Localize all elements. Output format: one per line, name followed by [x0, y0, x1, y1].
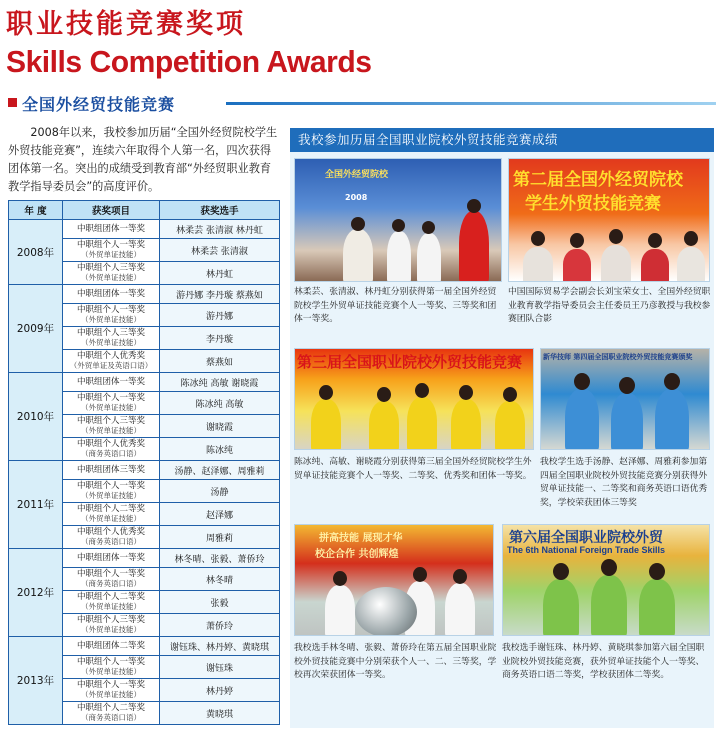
year-cell: 2011年	[9, 461, 63, 549]
person-figure	[655, 389, 689, 450]
person-figure	[311, 399, 341, 450]
person-figure	[495, 401, 525, 450]
award-item	[63, 679, 160, 702]
award-item	[63, 656, 160, 679]
award-winners: 林丹婷	[160, 679, 280, 702]
person-head	[649, 563, 665, 580]
person-head	[531, 231, 545, 246]
award-winners: 周雅莉	[160, 526, 280, 549]
award-winners: 谢钰珠	[160, 656, 280, 679]
award-item	[63, 568, 160, 591]
photo-banner-text: 第六届全国职业院校外贸	[509, 530, 663, 546]
award-name: 中职组个人二等奖	[76, 504, 145, 514]
header-year: 年 度	[9, 201, 63, 220]
section-divider	[226, 102, 716, 105]
award-name: 中职组个人一等奖	[76, 481, 145, 491]
photo-fourth-competition	[540, 348, 710, 450]
person-head	[664, 373, 680, 390]
person-head	[453, 569, 467, 584]
award-category: （商务英语口语）	[81, 579, 141, 588]
award-name: 中职组个人优秀奖	[76, 351, 145, 361]
award-item	[63, 327, 160, 350]
award-winners: 李丹璇	[160, 327, 280, 350]
award-name: 中职组个人一等奖	[76, 240, 145, 250]
person-figure	[451, 399, 481, 450]
award-winners: 陈冰纯	[160, 438, 280, 461]
award-item	[63, 591, 160, 614]
photo-caption: 我校选手谢钰珠、林丹婷、黄晓琪参加第六届全国职业院校外贸技能竞赛，获外贸单证技能个人一等奖、商务英语口语二等奖，学校获团体二等奖。	[502, 643, 705, 680]
award-winners: 汤静、赵泽娜、周雅莉	[160, 461, 280, 480]
person-figure	[591, 575, 627, 636]
photo-banner-text: 第二届全国外经贸院校	[513, 170, 683, 190]
award-name: 中职组个人一等奖	[76, 393, 145, 403]
person-head	[422, 221, 435, 234]
section-marker	[8, 98, 17, 107]
award-winners: 游丹娜 李丹璇 蔡燕如	[160, 285, 280, 304]
table-row	[9, 220, 280, 239]
person-figure	[445, 583, 475, 636]
photo-banner-text: 第三届全国职业院校外贸技能竞赛	[297, 353, 523, 371]
table-row	[9, 285, 280, 304]
person-figure	[639, 579, 675, 636]
table-header-row	[9, 201, 280, 220]
person-head	[684, 231, 698, 246]
award-category: （商务英语口语）	[81, 449, 141, 458]
award-name: 中职组团体一等奖	[76, 224, 145, 234]
award-category: （外贸单证技能）	[81, 273, 141, 282]
year-cell: 2009年	[9, 285, 63, 373]
award-name: 中职组团体一等奖	[76, 289, 145, 299]
person-head	[467, 199, 481, 213]
award-winners: 黄晓琪	[160, 702, 280, 725]
page-title-en: Skills Competition Awards	[6, 44, 372, 79]
person-figure	[601, 245, 631, 282]
award-category: （外贸单证技能）	[81, 602, 141, 611]
award-item	[63, 304, 160, 327]
award-category: （外贸单证技能）	[81, 338, 141, 347]
person-head	[459, 385, 473, 400]
intro-paragraph: 2008年以来，我校参加历届“全国外经贸院校学生外贸技能竞赛”，连续六年取得个人第一名，四次获得团体第一名。突出的成绩受到教育部“外经贸职业教育教学指导委员会”的高度评价。	[8, 126, 278, 193]
award-category: （外贸单证技能）	[81, 667, 141, 676]
person-figure	[563, 249, 591, 282]
person-head	[415, 383, 429, 398]
award-name: 中职组个人三等奖	[76, 416, 145, 426]
award-item	[63, 373, 160, 392]
award-name: 中职组个人一等奖	[76, 657, 145, 667]
person-head	[333, 571, 347, 586]
award-winners: 林柔芸 张清淑	[160, 239, 280, 262]
person-head	[319, 385, 333, 400]
photo-banner-text: 全国外经贸院校	[325, 170, 389, 180]
award-item	[63, 526, 160, 549]
person-figure	[611, 393, 643, 450]
award-winners: 林冬晴、张毅、萧侨玲	[160, 549, 280, 568]
award-category: （商务英语口语）	[81, 537, 141, 546]
award-item	[63, 220, 160, 239]
award-winners: 林冬晴	[160, 568, 280, 591]
award-winners: 陈冰纯 高敏	[160, 392, 280, 415]
year-cell: 2013年	[9, 637, 63, 725]
table-row	[9, 549, 280, 568]
award-item	[63, 549, 160, 568]
award-name: 中职组个人优秀奖	[76, 527, 145, 537]
table-row	[9, 637, 280, 656]
person-figure	[543, 579, 579, 636]
table-row	[9, 373, 280, 392]
award-category: （外贸单证技能）	[81, 315, 141, 324]
header-item: 获奖项目	[63, 201, 160, 220]
award-category: （外贸单证技能）	[81, 690, 141, 699]
photo-second-competition	[508, 158, 710, 282]
award-item	[63, 285, 160, 304]
photo-sixth-competition	[502, 524, 710, 636]
person-head	[553, 563, 569, 580]
photo-caption: 中国国际贸易学会副会长刘宝荣女士、全国外经贸职业教育教学指导委员会主任委员王乃彦教授与我校参赛团队合影	[508, 287, 711, 324]
award-category: （外贸单证技能）	[81, 625, 141, 634]
award-winners: 萧侨玲	[160, 614, 280, 637]
award-winners: 游丹娜	[160, 304, 280, 327]
award-item	[63, 392, 160, 415]
person-figure	[343, 229, 373, 282]
photo-fifth-competition	[294, 524, 494, 636]
person-head	[503, 387, 517, 402]
person-head	[601, 559, 617, 576]
person-head	[609, 229, 623, 244]
header-winners: 获奖选手	[160, 201, 280, 220]
award-item	[63, 480, 160, 503]
award-winners: 汤静	[160, 480, 280, 503]
person-head	[413, 567, 427, 582]
person-figure	[407, 397, 437, 450]
award-name: 中职组团体一等奖	[76, 377, 145, 387]
photo-banner-text: 新华技师 第四届全国职业院校外贸技能竞赛颁奖	[543, 353, 693, 361]
page-title-cn: 职业技能竞赛奖项	[6, 9, 246, 40]
globe-trophy	[355, 587, 417, 636]
award-winners: 林柔芸 张清淑 林丹虹	[160, 220, 280, 239]
award-name: 中职组团体一等奖	[76, 553, 145, 563]
person-figure	[677, 247, 705, 282]
award-item	[63, 702, 160, 725]
award-category: （商务英语口语）	[81, 713, 141, 722]
photo-year-text: 2008	[345, 193, 368, 202]
award-winners: 张毅	[160, 591, 280, 614]
award-item	[63, 350, 160, 373]
award-item	[63, 614, 160, 637]
person-head	[351, 217, 365, 231]
award-name: 中职组个人三等奖	[76, 263, 145, 273]
award-name: 中职组个人优秀奖	[76, 439, 145, 449]
award-winners: 谢钰珠、林丹婷、黄晓琪	[160, 637, 280, 656]
award-item	[63, 637, 160, 656]
award-item	[63, 438, 160, 461]
photo-banner-text: 拼高技能 展现才华	[319, 533, 403, 544]
award-winners: 蔡燕如	[160, 350, 280, 373]
photo-third-competition	[294, 348, 534, 450]
award-name: 中职组团体三等奖	[76, 465, 145, 475]
award-item	[63, 415, 160, 438]
person-figure	[459, 211, 489, 282]
award-category: （外贸单证技能）	[81, 250, 141, 259]
person-figure	[565, 389, 599, 450]
photo-caption: 林柔芸、张清淑、林丹虹分别获得第一届全国外经贸院校学生外贸单证技能竞赛个人一等奖、三等奖和团体一等奖。	[294, 287, 497, 324]
photo-caption: 我校选手林冬晴、张毅、萧侨玲在第五届全国职业院校外贸技能竞赛中分别荣获个人一、二、三等奖，学校再次荣获团体一等奖。	[294, 643, 497, 680]
person-figure	[417, 233, 441, 282]
person-figure	[325, 585, 355, 636]
award-item	[63, 503, 160, 526]
photo-caption: 我校学生选手汤静、赵泽娜、周雅莉参加第四届全国职业院校外贸技能竞赛分别获得外贸单证技能一、二等奖和商务英语口语优秀奖，学校荣获团体三等奖	[540, 457, 708, 508]
award-winners: 林丹虹	[160, 262, 280, 285]
person-figure	[369, 401, 399, 450]
award-category: （外贸单证技能）	[81, 403, 141, 412]
award-category: （外贸单证及英语口语）	[69, 361, 153, 370]
gallery-panel	[290, 128, 714, 728]
award-name: 中职组个人一等奖	[76, 305, 145, 315]
section-title: 全国外经贸技能竞赛	[22, 95, 176, 114]
award-winners: 陈冰纯 高敏 谢晓霞	[160, 373, 280, 392]
table-row	[9, 461, 280, 480]
award-item	[63, 461, 160, 480]
award-category: （外贸单证技能）	[81, 491, 141, 500]
award-name: 中职组个人一等奖	[76, 569, 145, 579]
person-figure	[523, 247, 553, 282]
award-category: （外贸单证技能）	[81, 426, 141, 435]
year-cell: 2008年	[9, 220, 63, 285]
awards-table	[8, 200, 280, 725]
award-name: 中职组团体二等奖	[76, 641, 145, 651]
award-category: （外贸单证技能）	[81, 514, 141, 523]
person-head	[570, 233, 584, 248]
person-figure	[387, 231, 411, 282]
award-name: 中职组个人二等奖	[76, 592, 145, 602]
photo-banner-text: The 6th National Foreign Trade Skills	[507, 545, 666, 555]
award-name: 中职组个人一等奖	[76, 680, 145, 690]
gallery-header: 我校参加历届全国职业院校外贸技能竞赛成绩	[290, 128, 714, 152]
year-cell: 2010年	[9, 373, 63, 461]
person-head	[392, 219, 405, 232]
award-name: 中职组个人二等奖	[76, 703, 145, 713]
person-head	[377, 387, 391, 402]
year-cell: 2012年	[9, 549, 63, 637]
award-item	[63, 262, 160, 285]
person-head	[648, 233, 662, 248]
award-name: 中职组个人三等奖	[76, 328, 145, 338]
person-figure	[641, 249, 669, 282]
award-winners: 谢晓霞	[160, 415, 280, 438]
photo-banner-text: 学生外贸技能竞赛	[525, 194, 661, 214]
award-winners: 赵泽娜	[160, 503, 280, 526]
person-head	[619, 377, 635, 394]
person-head	[574, 373, 590, 390]
photo-banner-text: 校企合作 共创辉煌	[315, 549, 399, 560]
photo-first-competition	[294, 158, 502, 282]
photo-caption: 陈冰纯、高敏、谢晓霞分别获得第三届全国外经贸院校学生外贸单证技能竞赛个人一等奖、二等奖、优秀奖和团体一等奖。	[294, 457, 532, 481]
award-item	[63, 239, 160, 262]
award-name: 中职组个人三等奖	[76, 615, 145, 625]
